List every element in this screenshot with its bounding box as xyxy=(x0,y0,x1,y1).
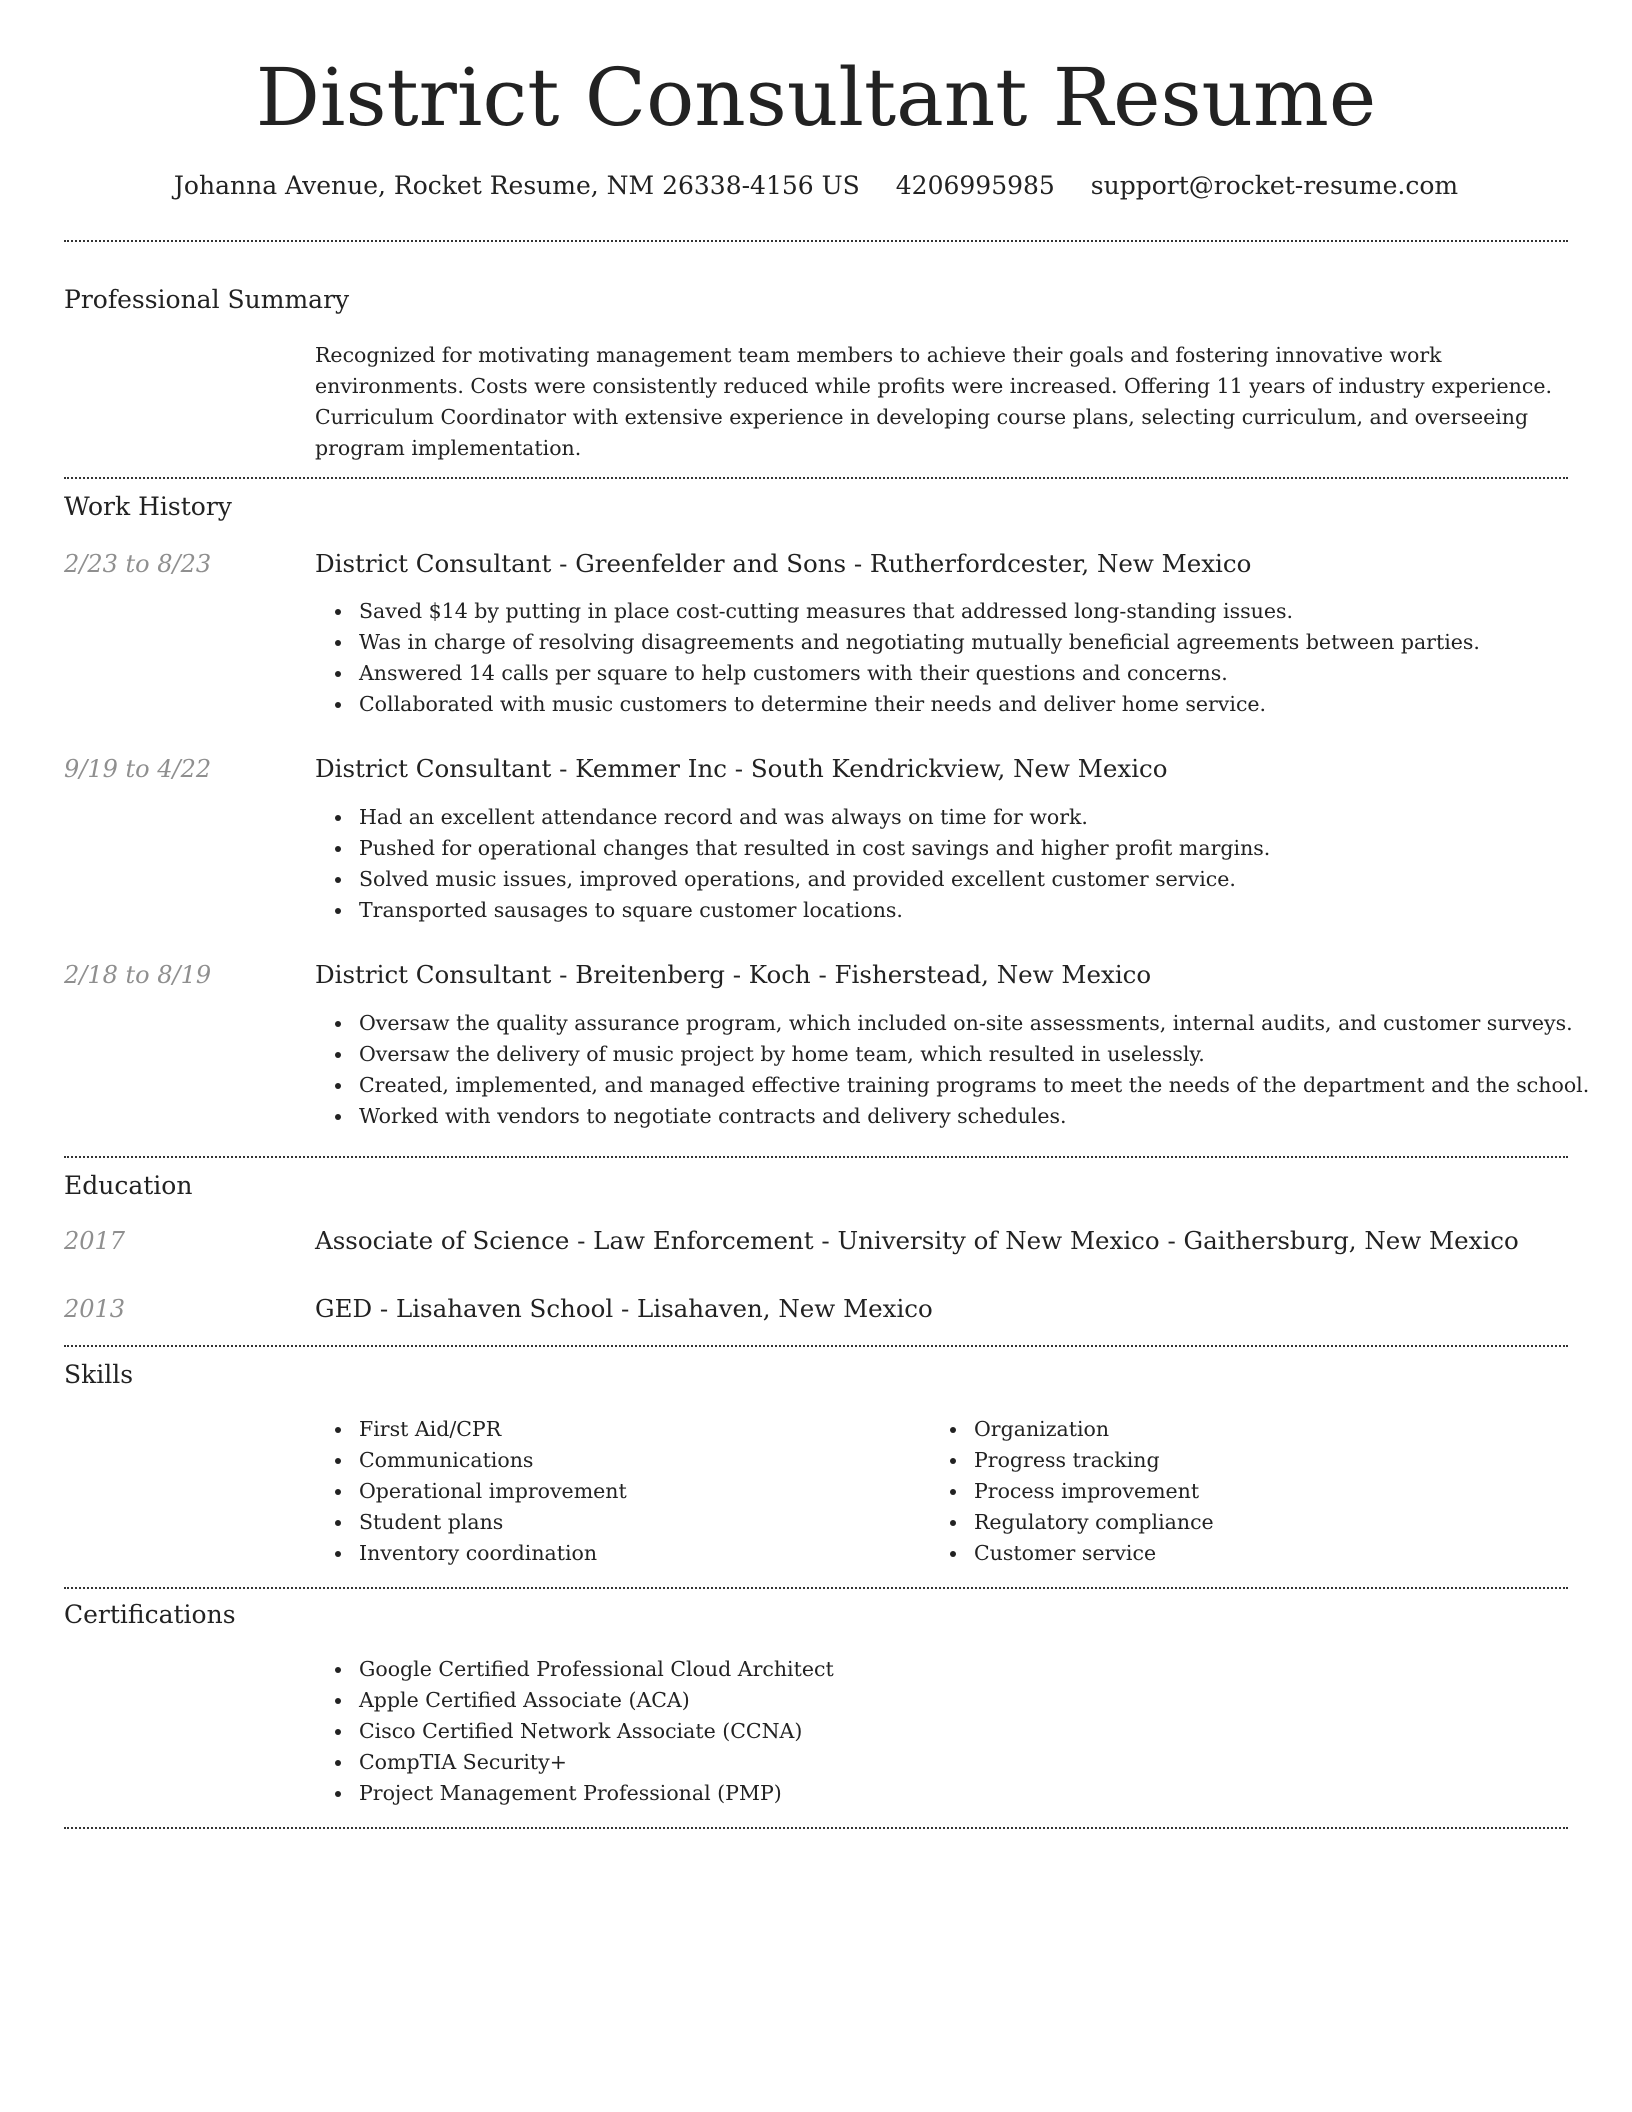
job-dates: 2/23 to 8/23 xyxy=(64,550,212,578)
contact-address: Johanna Avenue, Rocket Resume, NM 26338-4156 US xyxy=(173,171,860,200)
education-year: 2017 xyxy=(64,1227,126,1255)
list-item: Pushed for operational changes that resulted in cost savings and higher profit margins. xyxy=(359,833,1270,864)
divider xyxy=(64,240,1568,242)
section-title-skills: Skills xyxy=(64,1360,134,1389)
skills-list-left xyxy=(315,1414,627,1569)
list-item: Process improvement xyxy=(974,1476,1214,1507)
list-item: Created, implemented, and managed effective training programs to meet the needs of the department and the school. xyxy=(359,1070,1589,1101)
list-item: Project Management Professional (PMP) xyxy=(359,1778,834,1809)
list-item: Inventory coordination xyxy=(359,1538,627,1569)
list-item: Operational improvement xyxy=(359,1476,627,1507)
contact-email: support@rocket-resume.com xyxy=(1090,171,1459,200)
summary-text: Recognized for motivating management team members to achieve their goals and fostering innovative work environments. Costs were consistently reduced while profits were increased. Offering 11 years of industry experience. Curriculum Coordinator with extensive experience in developing course plans, selecting curriculum, and overseeing program implementation. xyxy=(315,343,1553,460)
contact-phone: 4206995985 xyxy=(895,171,1055,200)
contact-line xyxy=(0,168,1632,204)
list-item: Student plans xyxy=(359,1507,627,1538)
section-title-summary: Professional Summary xyxy=(64,285,350,314)
job-dates: 9/19 to 4/22 xyxy=(64,755,212,783)
list-item: First Aid/CPR xyxy=(359,1414,627,1445)
job-title: District Consultant - Breitenberg - Koch - Fisherstead, New Mexico xyxy=(315,960,1152,989)
list-item: Customer service xyxy=(974,1538,1214,1569)
list-item: Oversaw the quality assurance program, which included on-site assessments, internal audits, and customer surveys. xyxy=(359,1008,1589,1039)
section-title-education: Education xyxy=(64,1171,193,1200)
divider xyxy=(64,477,1568,479)
list-item: Had an excellent attendance record and was always on time for work. xyxy=(359,802,1270,833)
job-title: District Consultant - Greenfelder and Sons - Rutherfordcester, New Mexico xyxy=(315,549,1252,578)
list-item: Regulatory compliance xyxy=(974,1507,1214,1538)
job-bullets xyxy=(315,1008,1589,1132)
skills-list-right xyxy=(930,1414,1214,1569)
job-title: District Consultant - Kemmer Inc - South Kendrickview, New Mexico xyxy=(315,754,1168,783)
list-item: Was in charge of resolving disagreements and negotiating mutually beneficial agreements between parties. xyxy=(359,627,1480,658)
list-item: Google Certified Professional Cloud Architect xyxy=(359,1654,834,1685)
list-item: Saved $14 by putting in place cost-cutting measures that addressed long-standing issues. xyxy=(359,596,1480,627)
resume-title: District Consultant Resume xyxy=(255,51,1377,144)
list-item: Progress tracking xyxy=(974,1445,1214,1476)
education-entry: GED - Lisahaven School - Lisahaven, New Mexico xyxy=(315,1294,933,1323)
job-dates: 2/18 to 8/19 xyxy=(64,961,212,989)
list-item: Collaborated with music customers to determine their needs and deliver home service. xyxy=(359,689,1480,720)
job-bullets xyxy=(315,802,1270,926)
list-item: Cisco Certified Network Associate (CCNA) xyxy=(359,1716,834,1747)
divider xyxy=(64,1827,1568,1829)
list-item: Organization xyxy=(974,1414,1214,1445)
list-item: Answered 14 calls per square to help customers with their questions and concerns. xyxy=(359,658,1480,689)
list-item: Worked with vendors to negotiate contracts and delivery schedules. xyxy=(359,1101,1589,1132)
education-year: 2013 xyxy=(64,1295,126,1323)
list-item: Apple Certified Associate (ACA) xyxy=(359,1685,834,1716)
list-item: Solved music issues, improved operations, and provided excellent customer service. xyxy=(359,864,1270,895)
list-item: Transported sausages to square customer locations. xyxy=(359,895,1270,926)
list-item: Oversaw the delivery of music project by home team, which resulted in uselessly. xyxy=(359,1039,1589,1070)
list-item: CompTIA Security+ xyxy=(359,1747,834,1778)
section-title-certifications: Certifications xyxy=(64,1600,236,1629)
divider xyxy=(64,1587,1568,1589)
certifications-list xyxy=(315,1654,834,1809)
list-item: Communications xyxy=(359,1445,627,1476)
education-entry: Associate of Science - Law Enforcement - University of New Mexico - Gaithersburg, New Mexico xyxy=(315,1226,1519,1255)
divider xyxy=(64,1156,1568,1158)
section-title-work-history: Work History xyxy=(64,492,232,521)
job-bullets xyxy=(315,596,1480,720)
divider xyxy=(64,1345,1568,1347)
